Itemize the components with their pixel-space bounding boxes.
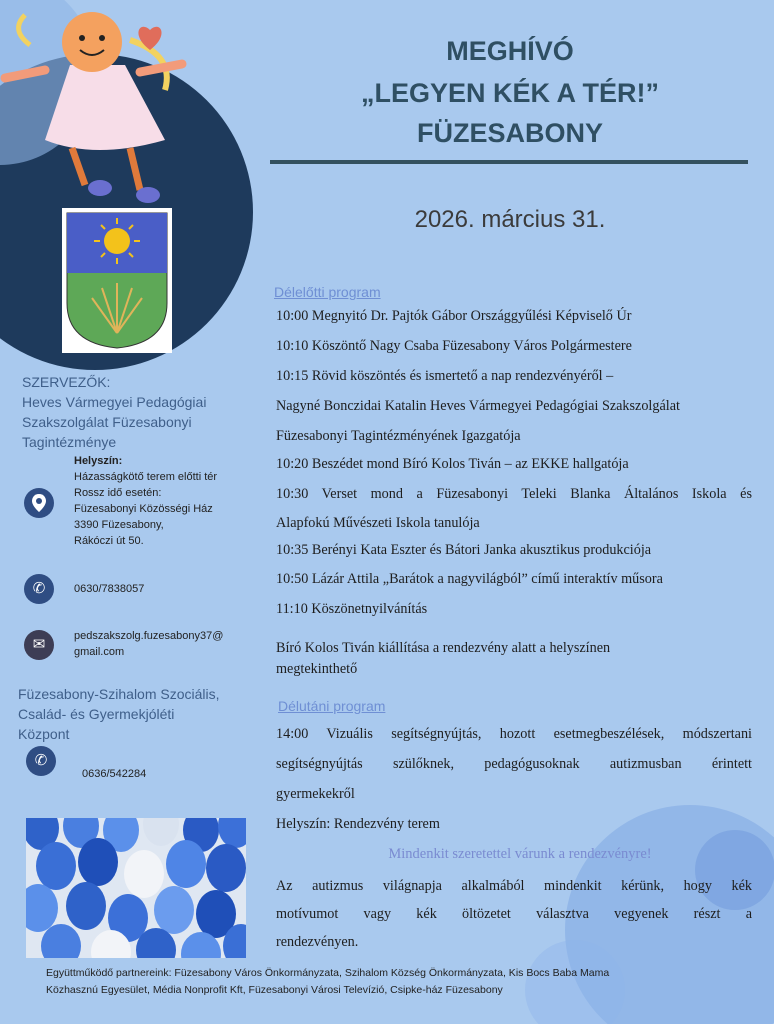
program-line: gyermekekről [276, 786, 355, 802]
title-line-3: FÜZESABONY [416, 118, 603, 148]
event-date: 2026. március 31. [414, 206, 606, 233]
center-line: Füzesabony-Szihalom Szociális, [18, 686, 220, 702]
location-line: Rákóczi út 50. [74, 535, 144, 547]
program-line: 11:10 Köszönetnyilvánítás [276, 601, 428, 617]
program-line: 10:30 Verset mond a Füzesabonyi Teleki Blanka Általános Iskola és [276, 486, 752, 502]
org-line: Tagintézménye [22, 434, 117, 450]
phone-number: 0636/542284 [82, 768, 147, 780]
coat-of-arms-logo [62, 208, 172, 353]
closing-line: motívumot vagy kék öltözetet választva vegyenek részt a [276, 906, 752, 922]
program-line: 10:35 Berényi Kata Eszter és Bátori Janka akusztikus produkciója [276, 542, 652, 558]
organizers-block [22, 372, 206, 452]
exhibit-line: Bíró Kolos Tiván kiállítása a rendezvény alatt a helyszínen [276, 640, 611, 656]
program-line: 10:15 Rövid köszöntés és ismertető a nap rendezvényéről – [276, 368, 614, 384]
program-line: Helyszín: Rendezvény terem [276, 816, 440, 832]
phone-icon: ✆ [26, 746, 56, 776]
phone-number: 0630/7838057 [74, 583, 145, 595]
closing-line: rendezvényen. [276, 934, 359, 950]
location-line: Rossz idő esetén: [74, 487, 162, 499]
location-block [74, 453, 217, 549]
center-line: Központ [18, 726, 70, 742]
location-line: 3390 Füzesabony, [74, 519, 164, 531]
phone-icon: ✆ [24, 574, 54, 604]
partners-line: Közhasznú Egyesület, Média Nonprofit Kft, Füzesabonyi Városi Televízió, Csipke-ház Füzesabony [46, 984, 503, 996]
partners-line: Együttműködő partnereink: Füzesabony Város Önkormányzata, Szihalom Község Önkormányzata, Kis Bocs Baba Mama [46, 967, 610, 979]
program-line: 10:10 Köszöntő Nagy Csaba Füzesabony Város Polgármestere [276, 338, 632, 354]
org-line: Heves Vármegyei Pedagógiai [22, 394, 207, 410]
program-line: 10:20 Beszédet mond Bíró Kolos Tiván – az EKKE hallgatója [276, 456, 629, 472]
afternoon-program [276, 726, 752, 836]
email-line[interactable]: gmail.com [74, 646, 125, 658]
invite-message: Mindenkit szeretettel várunk a rendezvényre! [388, 846, 652, 862]
title-line-1: MEGHÍVÓ [446, 36, 574, 66]
afternoon-heading: Délutáni program [278, 698, 386, 714]
morning-heading: Délelőtti program [274, 284, 381, 300]
exhibit-line: megtekinthető [276, 661, 358, 677]
title-divider [270, 160, 748, 164]
program-line: 10:00 Megnyitó Dr. Pajtók Gábor Országgyűlési Képviselő Úr [276, 308, 632, 324]
closing-line: Az autizmus világnapja alkalmából mindenkit kérünk, hogy kék [276, 878, 752, 894]
location-line: Füzesabonyi Közösségi Ház [74, 503, 213, 515]
center-line: Család- és Gyermekjóléti [18, 706, 175, 722]
email-block[interactable] [74, 628, 223, 660]
program-line: 10:50 Lázár Attila „Barátok a nagyvilágból” című interaktív műsora [276, 571, 663, 587]
program-line: 14:00 Vizuális segítségnyújtás, hozott esetmegbeszélések, módszertani [276, 726, 752, 742]
program-line: Alapfokú Művészeti Iskola tanulója [276, 515, 480, 531]
partners-footer [46, 965, 746, 999]
program-line: segítségnyújtás szülőknek, pedagógusoknak autizmusban érintett [276, 756, 752, 772]
location-line: Helyszín: [74, 455, 123, 467]
location-line: Házasságkötő terem előtti tér [74, 471, 218, 483]
child-drawing [0, 0, 200, 210]
title-line-2: „LEGYEN KÉK A TÉR!” [360, 78, 659, 108]
morning-program [276, 308, 752, 628]
balloons-photo [26, 818, 246, 958]
program-line: Nagyné Bonczidai Katalin Heves Vármegyei Pedagógiai Szakszolgálat [276, 398, 680, 414]
center-block [18, 684, 220, 744]
email-icon: ✉ [24, 630, 54, 660]
program-line: Füzesabonyi Tagintézményének Igazgatója [276, 428, 521, 444]
location-pin-icon [24, 488, 54, 518]
closing-text [276, 878, 752, 958]
exhibit-note [276, 640, 752, 678]
email-line[interactable]: pedszakszolg.fuzesabony37@ [74, 630, 224, 642]
organizers-label: SZERVEZŐK: [22, 374, 111, 390]
org-line: Szakszolgálat Füzesabonyi [22, 414, 192, 430]
